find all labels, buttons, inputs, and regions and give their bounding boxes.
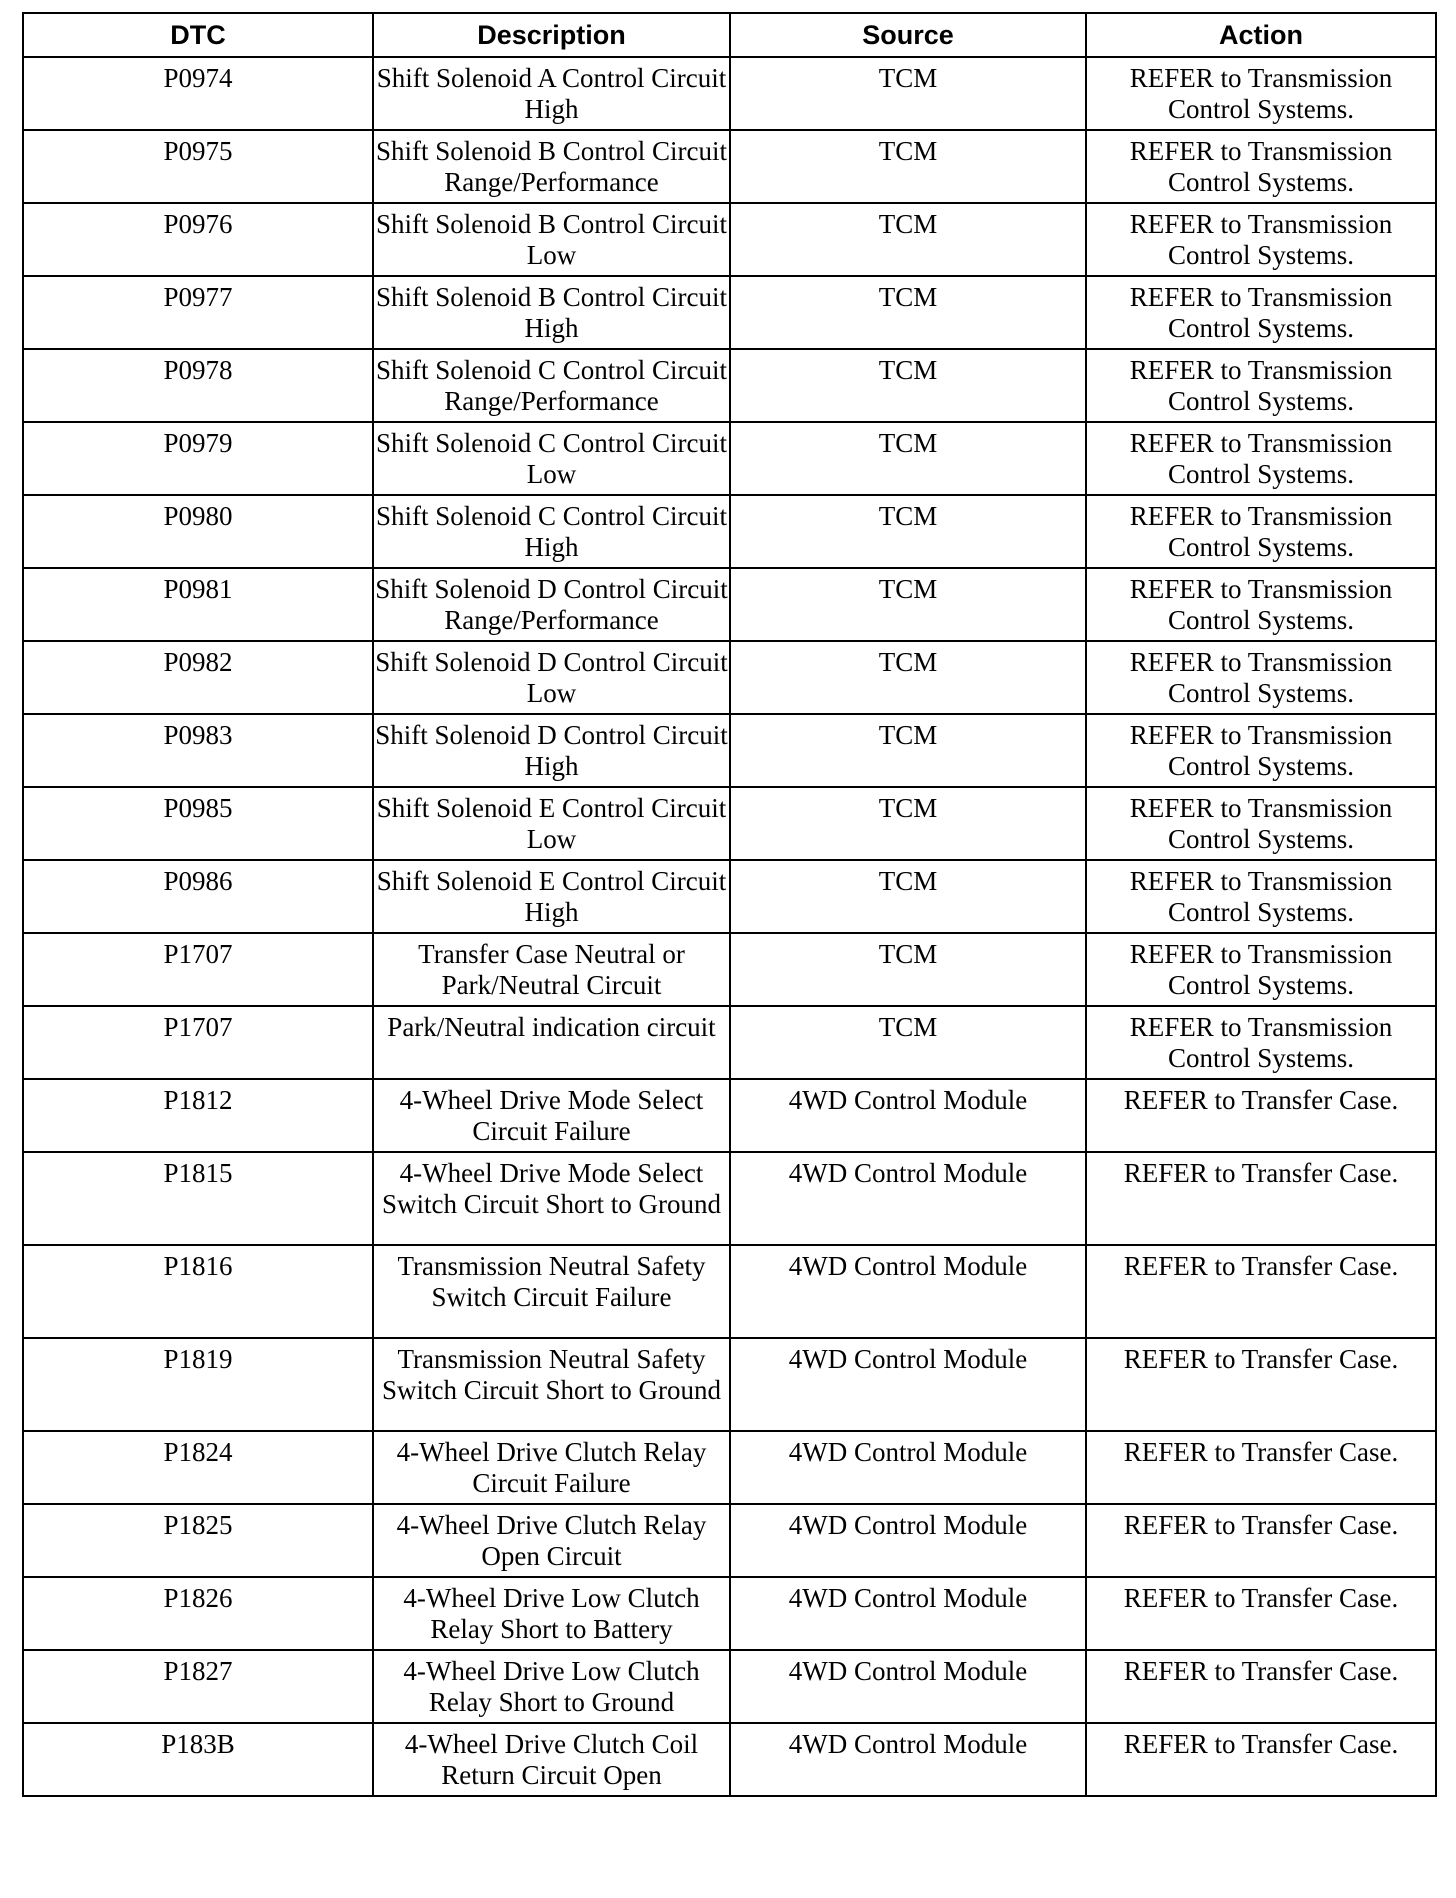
cell-source: TCM [730, 1006, 1086, 1079]
cell-action: REFER to Transmission Control Systems. [1086, 203, 1436, 276]
cell-dtc: P183B [23, 1723, 373, 1796]
cell-action: REFER to Transfer Case. [1086, 1650, 1436, 1723]
cell-action: REFER to Transmission Control Systems. [1086, 130, 1436, 203]
cell-action: REFER to Transmission Control Systems. [1086, 57, 1436, 130]
table-row [23, 787, 1436, 860]
cell-dtc: P0976 [23, 203, 373, 276]
cell-source: TCM [730, 714, 1086, 787]
table-row [23, 641, 1436, 714]
cell-dtc: P0981 [23, 568, 373, 641]
cell-description: Transmission Neutral Safety Switch Circuit Failure [373, 1245, 730, 1338]
cell-dtc: P1825 [23, 1504, 373, 1577]
cell-dtc: P1707 [23, 933, 373, 1006]
cell-description: Shift Solenoid E Control Circuit Low [373, 787, 730, 860]
cell-action: REFER to Transmission Control Systems. [1086, 787, 1436, 860]
cell-dtc: P1812 [23, 1079, 373, 1152]
table-row [23, 1650, 1436, 1723]
cell-dtc: P0982 [23, 641, 373, 714]
table-row [23, 1431, 1436, 1504]
cell-action: REFER to Transmission Control Systems. [1086, 422, 1436, 495]
cell-action: REFER to Transfer Case. [1086, 1245, 1436, 1338]
table-row [23, 860, 1436, 933]
header-source: Source [730, 13, 1086, 57]
cell-source: TCM [730, 349, 1086, 422]
cell-action: REFER to Transmission Control Systems. [1086, 933, 1436, 1006]
table-row [23, 1152, 1436, 1245]
table-row [23, 57, 1436, 130]
cell-source: TCM [730, 933, 1086, 1006]
table-row [23, 130, 1436, 203]
cell-source: 4WD Control Module [730, 1079, 1086, 1152]
table-row [23, 422, 1436, 495]
cell-action: REFER to Transmission Control Systems. [1086, 568, 1436, 641]
cell-source: TCM [730, 568, 1086, 641]
cell-dtc: P1827 [23, 1650, 373, 1723]
cell-source: 4WD Control Module [730, 1723, 1086, 1796]
cell-description: Shift Solenoid B Control Circuit High [373, 276, 730, 349]
cell-action: REFER to Transfer Case. [1086, 1079, 1436, 1152]
cell-action: REFER to Transmission Control Systems. [1086, 495, 1436, 568]
cell-action: REFER to Transmission Control Systems. [1086, 714, 1436, 787]
cell-action: REFER to Transmission Control Systems. [1086, 1006, 1436, 1079]
cell-description: Transfer Case Neutral or Park/Neutral Circuit [373, 933, 730, 1006]
table-header-row [23, 13, 1436, 57]
cell-dtc: P1707 [23, 1006, 373, 1079]
cell-description: 4-Wheel Drive Clutch Relay Open Circuit [373, 1504, 730, 1577]
cell-source: 4WD Control Module [730, 1650, 1086, 1723]
cell-dtc: P0985 [23, 787, 373, 860]
cell-dtc: P0986 [23, 860, 373, 933]
cell-dtc: P0975 [23, 130, 373, 203]
cell-description: Transmission Neutral Safety Switch Circuit Short to Ground [373, 1338, 730, 1431]
header-dtc: DTC [23, 13, 373, 57]
cell-action: REFER to Transmission Control Systems. [1086, 860, 1436, 933]
cell-dtc: P1815 [23, 1152, 373, 1245]
cell-description: 4-Wheel Drive Low Clutch Relay Short to Ground [373, 1650, 730, 1723]
cell-dtc: P1816 [23, 1245, 373, 1338]
cell-description: Shift Solenoid B Control Circuit Low [373, 203, 730, 276]
cell-description: 4-Wheel Drive Low Clutch Relay Short to Battery [373, 1577, 730, 1650]
cell-description: Park/Neutral indication circuit [373, 1006, 730, 1079]
table-row [23, 568, 1436, 641]
table-row [23, 933, 1436, 1006]
cell-dtc: P1819 [23, 1338, 373, 1431]
dtc-table [22, 12, 1437, 1797]
cell-source: 4WD Control Module [730, 1504, 1086, 1577]
cell-dtc: P0977 [23, 276, 373, 349]
cell-source: TCM [730, 495, 1086, 568]
table-row [23, 276, 1436, 349]
cell-dtc: P0974 [23, 57, 373, 130]
cell-source: TCM [730, 276, 1086, 349]
cell-description: Shift Solenoid D Control Circuit Low [373, 641, 730, 714]
cell-source: 4WD Control Module [730, 1431, 1086, 1504]
cell-action: REFER to Transfer Case. [1086, 1338, 1436, 1431]
cell-action: REFER to Transfer Case. [1086, 1504, 1436, 1577]
header-description: Description [373, 13, 730, 57]
table-row [23, 203, 1436, 276]
cell-dtc: P0980 [23, 495, 373, 568]
cell-action: REFER to Transfer Case. [1086, 1577, 1436, 1650]
cell-action: REFER to Transfer Case. [1086, 1431, 1436, 1504]
cell-description: Shift Solenoid E Control Circuit High [373, 860, 730, 933]
table-row [23, 495, 1436, 568]
cell-description: Shift Solenoid A Control Circuit High [373, 57, 730, 130]
cell-source: 4WD Control Module [730, 1152, 1086, 1245]
cell-dtc: P0983 [23, 714, 373, 787]
cell-action: REFER to Transmission Control Systems. [1086, 349, 1436, 422]
cell-source: 4WD Control Module [730, 1245, 1086, 1338]
cell-dtc: P0978 [23, 349, 373, 422]
cell-dtc: P0979 [23, 422, 373, 495]
cell-source: 4WD Control Module [730, 1577, 1086, 1650]
cell-description: 4-Wheel Drive Mode Select Switch Circuit Short to Ground [373, 1152, 730, 1245]
table-row [23, 349, 1436, 422]
cell-source: TCM [730, 641, 1086, 714]
cell-action: REFER to Transmission Control Systems. [1086, 276, 1436, 349]
table-row [23, 714, 1436, 787]
cell-action: REFER to Transfer Case. [1086, 1723, 1436, 1796]
cell-dtc: P1824 [23, 1431, 373, 1504]
cell-description: 4-Wheel Drive Clutch Coil Return Circuit Open [373, 1723, 730, 1796]
cell-source: TCM [730, 57, 1086, 130]
cell-description: Shift Solenoid D Control Circuit High [373, 714, 730, 787]
table-row [23, 1338, 1436, 1431]
table-row [23, 1577, 1436, 1650]
table-row [23, 1079, 1436, 1152]
table-row [23, 1245, 1436, 1338]
cell-dtc: P1826 [23, 1577, 373, 1650]
table-row [23, 1504, 1436, 1577]
cell-action: REFER to Transfer Case. [1086, 1152, 1436, 1245]
cell-description: Shift Solenoid C Control Circuit Low [373, 422, 730, 495]
cell-description: Shift Solenoid D Control Circuit Range/Performance [373, 568, 730, 641]
cell-description: Shift Solenoid C Control Circuit Range/Performance [373, 349, 730, 422]
header-action: Action [1086, 13, 1436, 57]
cell-source: TCM [730, 860, 1086, 933]
cell-source: 4WD Control Module [730, 1338, 1086, 1431]
cell-action: REFER to Transmission Control Systems. [1086, 641, 1436, 714]
cell-source: TCM [730, 787, 1086, 860]
table-row [23, 1723, 1436, 1796]
cell-source: TCM [730, 422, 1086, 495]
cell-description: 4-Wheel Drive Clutch Relay Circuit Failure [373, 1431, 730, 1504]
cell-description: 4-Wheel Drive Mode Select Circuit Failure [373, 1079, 730, 1152]
cell-description: Shift Solenoid B Control Circuit Range/Performance [373, 130, 730, 203]
cell-source: TCM [730, 130, 1086, 203]
cell-source: TCM [730, 203, 1086, 276]
table-row [23, 1006, 1436, 1079]
cell-description: Shift Solenoid C Control Circuit High [373, 495, 730, 568]
